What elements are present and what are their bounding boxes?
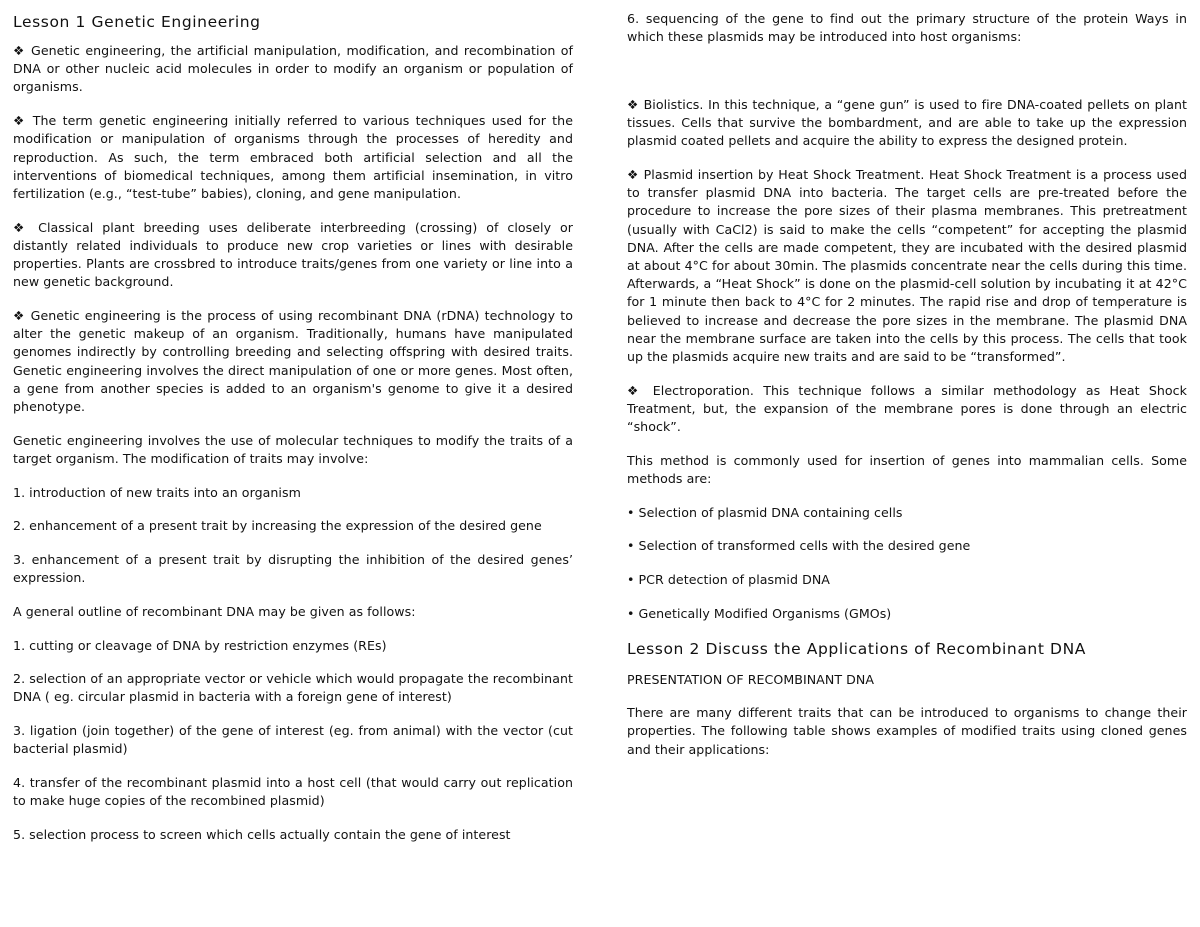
paragraph-step-6-and-ways: 6. sequencing of the gene to find out the primary structure of the protein Ways in which these plasmids may be introduced into host organisms: xyxy=(627,11,1187,45)
paragraph-rdna-technology: ❖ Genetic engineering is the process of using recombinant DNA (rDNA) technology to alter the genetic makeup of an organism. Traditionally, humans have manipulated genomes indirectly by controlling breeding and selecting offspring with desired traits. Genetic engineering involves the direct manipulation of one or more genes. Most often, a gene from another species is added to an organism's genome to give it a desired phenotype. xyxy=(13,307,573,414)
right-column xyxy=(627,0,1187,774)
paragraph-biolistics: ❖ Biolistics. In this technique, a “gene gun” is used to fire DNA-coated pellets on plant tissues. Cells that survive the bombardment, and are able to take up the expression plasmid coated pellets and acquire the ability to express the designed protein. xyxy=(627,96,1187,149)
paragraph-classical-breeding: ❖ Classical plant breeding uses deliberate interbreeding (crossing) of closely or distantly related individuals to produce new crop varieties or lines with desirable properties. Plants are crossbred to introduce traits/genes from one variety or line into a new genetic background. xyxy=(13,219,573,290)
lesson1-title: Lesson 1 Genetic Engineering xyxy=(13,13,261,31)
left-column xyxy=(13,0,573,860)
blank-gap xyxy=(627,62,1187,96)
paragraph-outline-intro: A general outline of recombinant DNA may be given as follows: xyxy=(13,603,416,619)
list-item-step-3: 3. ligation (join together) of the gene of interest (eg. from animal) with the vector (cut bacterial plasmid) xyxy=(13,723,573,757)
bullet-item-selection-transformed: • Selection of transformed cells with the desired gene xyxy=(627,538,971,554)
lesson2-subtitle: PRESENTATION OF RECOMBINANT DNA xyxy=(627,671,874,687)
bullet-item-pcr-detection: • PCR detection of plasmid DNA xyxy=(627,572,830,588)
bullet-item-gmos: • Genetically Modified Organisms (GMOs) xyxy=(627,605,892,621)
paragraph-term-history: ❖ The term genetic engineering initially referred to various techniques used for the modification or manipulation of organisms through the processes of heredity and reproduction. As such, the term embraced both artificial selection and all the interventions of biomedical techniques, among them artificial insemination, in vitro fertilization (e.g., “test-tube” babies), cloning, and gene manipulation. xyxy=(13,113,573,201)
list-item-trait-3: 3. enhancement of a present trait by disrupting the inhibition of the desired genes’ expression. xyxy=(13,551,573,586)
list-item-step-2: 2. selection of an appropriate vector or vehicle which would propagate the recombinant DNA ( eg. circular plasmid in bacteria with a foreign gene of interest) xyxy=(13,671,573,705)
paragraph-genetic-engineering-definition: ❖ Genetic engineering, the artificial manipulation, modification, and recombination of DNA or other nucleic acid molecules in order to modify an organism or population of organisms. xyxy=(13,43,573,95)
lesson2-title: Lesson 2 Discuss the Applications of Recombinant DNA xyxy=(627,639,1086,658)
paragraph-mammalian-methods: This method is commonly used for insertion of genes into mammalian cells. Some methods are: xyxy=(627,452,1187,487)
list-item-trait-1: 1. introduction of new traits into an organism xyxy=(13,484,301,500)
paragraph-heat-shock: ❖ Plasmid insertion by Heat Shock Treatment. Heat Shock Treatment is a process used to transfer plasmid DNA into bacteria. The target cells are pre-treated before the procedure to increase the pore sizes of their plasma membranes. This pretreatment (usually with CaCl2) is said to make the cells “competent” for accepting the plasmid DNA. After the cells are made competent, they are incubated with the desired plasmid at about 4°C for about 30min. The plasmids concentrate near the cells during this time. Afterwards, a “Heat Shock” is done on the plasmid-cell solution by incubating it at 42°C for 1 minute then back to 4°C for 2 minutes. The rapid rise and drop of temperature is believed to increase and decrease the pore sizes in the membrane. The plasmid DNA near the membrane surface are taken into the cells by this process. The cells that took up the plasmids acquire new traits and are said to be “transformed”. xyxy=(627,167,1187,365)
paragraph-electroporation: ❖ Electroporation. This technique follows a similar methodology as Heat Shock Treatment, but, the expansion of the membrane pores is done through an electric “shock”. xyxy=(627,382,1187,435)
list-item-step-5: 5. selection process to screen which cells actually contain the gene of interest xyxy=(13,827,511,842)
list-item-step-4: 4. transfer of the recombinant plasmid into a host cell (that would carry out replication to make huge copies of the recombined plasmid) xyxy=(13,775,573,809)
paragraph-traits-intro: There are many different traits that can be introduced to organisms to change their properties. The following table shows examples of modified traits using cloned genes and their applications: xyxy=(627,705,1187,757)
list-item-trait-2: 2. enhancement of a present trait by increasing the expression of the desired gene xyxy=(13,518,542,534)
bullet-item-selection-plasmid: • Selection of plasmid DNA containing cells xyxy=(627,504,903,520)
list-item-step-1: 1. cutting or cleavage of DNA by restriction enzymes (REs) xyxy=(13,637,387,653)
paragraph-molecular-techniques: Genetic engineering involves the use of molecular techniques to modify the traits of a target organism. The modification of traits may involve: xyxy=(13,432,573,466)
